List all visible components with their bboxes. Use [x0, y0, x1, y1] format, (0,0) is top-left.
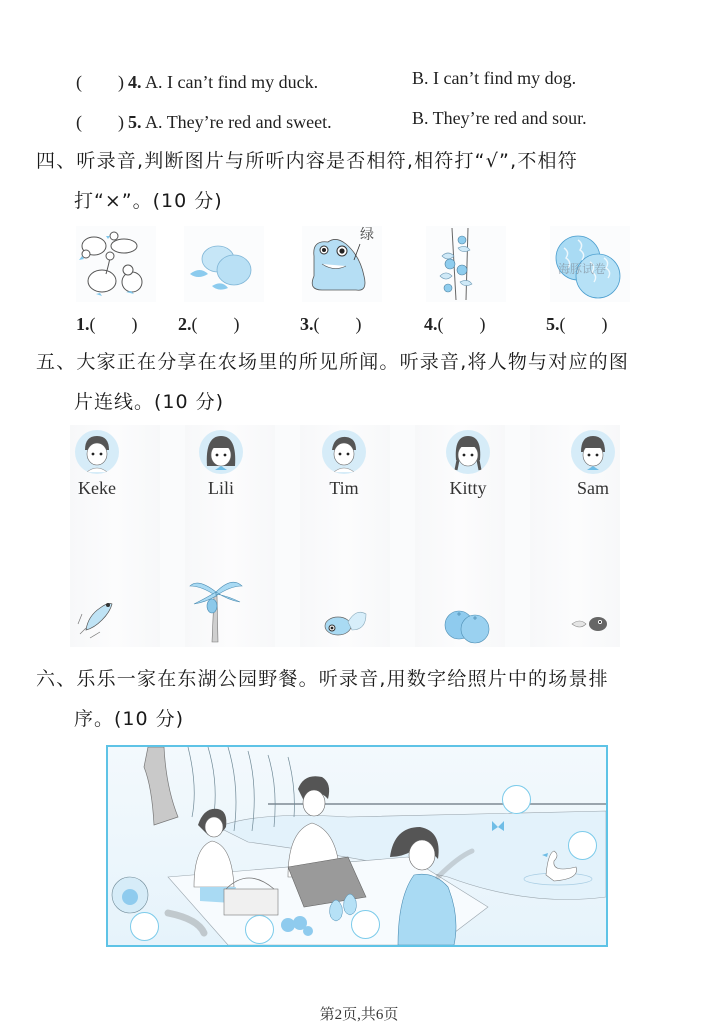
boy-icon — [75, 430, 119, 474]
tomato-vine-icon — [426, 226, 506, 302]
name-lili: Lili — [208, 478, 234, 498]
section-4-title: 四、听录音,判断图片与所听内容是否相符,相符打“√”,不相符 — [36, 150, 578, 172]
label-number: 5. — [546, 314, 560, 334]
sequence-circle-3[interactable] — [130, 912, 159, 941]
name-keke: Keke — [78, 478, 116, 498]
avatar-tim[interactable] — [322, 430, 366, 474]
label-number: 3. — [300, 314, 314, 334]
annotation-green: 绿 — [360, 227, 374, 243]
picnic-photo — [106, 745, 608, 947]
peaches-icon — [184, 226, 264, 302]
picture-4 — [426, 226, 506, 302]
answer-1 — [76, 310, 138, 336]
avatar-lili[interactable] — [199, 430, 243, 474]
section-6-title-cont: 序。(10 分) — [74, 708, 185, 730]
answer-3 — [300, 310, 362, 336]
watermark: 海豚试卷 — [558, 262, 607, 276]
girl-icon — [199, 430, 243, 474]
sequence-circle-1[interactable] — [502, 785, 531, 814]
question-5-option-b: B. They’re red and sour. — [412, 108, 587, 128]
section-4-title-cont: 打“×”。(10 分) — [74, 190, 223, 212]
label-number: 4. — [424, 314, 438, 334]
question-number: 4. — [128, 72, 142, 92]
avatar-keke[interactable] — [75, 430, 119, 474]
tadpole-icon[interactable] — [570, 614, 610, 634]
banana-tree-icon[interactable] — [188, 574, 244, 644]
option-a: A. I can’t find my duck. — [145, 72, 319, 92]
picture-5 — [550, 226, 630, 302]
goldfish-icon[interactable] — [322, 604, 368, 640]
question-number: 5. — [128, 112, 142, 132]
answer-blank[interactable]: ( ) — [89, 314, 138, 334]
answer-2 — [178, 310, 240, 336]
answer-blank[interactable]: ( ) — [191, 314, 240, 334]
label-number: 2. — [178, 314, 192, 334]
question-4-option-b: B. I can’t find my dog. — [412, 68, 577, 88]
name-sam: Sam — [576, 478, 609, 498]
sequence-circle-2[interactable] — [568, 831, 597, 860]
question-4 — [76, 68, 318, 94]
jumping-frog-icon[interactable] — [74, 594, 124, 642]
blueberries-icon[interactable] — [442, 608, 494, 644]
girl-icon — [446, 430, 490, 474]
picture-2 — [184, 226, 264, 302]
name-kitty: Kitty — [449, 478, 487, 498]
section-6-title: 六、乐乐一家在东湖公园野餐。听录音,用数字给照片中的场景排 — [36, 668, 609, 690]
section-5-title: 五、大家正在分享在农场里的所见所闻。听录音,将人物与对应的图 — [36, 351, 630, 373]
answer-blank[interactable]: ( ) — [559, 314, 608, 334]
answer-paren[interactable]: ( ) — [76, 72, 124, 92]
answer-4 — [424, 310, 486, 336]
boy-icon — [571, 430, 615, 474]
label-number: 1. — [76, 314, 90, 334]
answer-blank[interactable]: ( ) — [313, 314, 362, 334]
picture-3 — [302, 226, 382, 302]
answer-paren[interactable]: ( ) — [76, 112, 124, 132]
question-5 — [76, 108, 332, 134]
answer-5 — [546, 310, 608, 336]
avatar-sam[interactable] — [571, 430, 615, 474]
sequence-circle-4[interactable] — [245, 915, 274, 944]
answer-blank[interactable]: ( ) — [437, 314, 486, 334]
section-5-title-cont: 片连线。(10 分) — [74, 391, 225, 413]
boy-icon — [322, 430, 366, 474]
option-a: A. They’re red and sweet. — [145, 112, 332, 132]
sequence-circle-5[interactable] — [351, 910, 380, 939]
picture-1 — [76, 226, 156, 302]
avatar-kitty[interactable] — [446, 430, 490, 474]
page-number: 第2页,共6页 — [319, 1007, 399, 1023]
ducks-icon — [76, 226, 156, 302]
name-tim: Tim — [329, 478, 359, 498]
